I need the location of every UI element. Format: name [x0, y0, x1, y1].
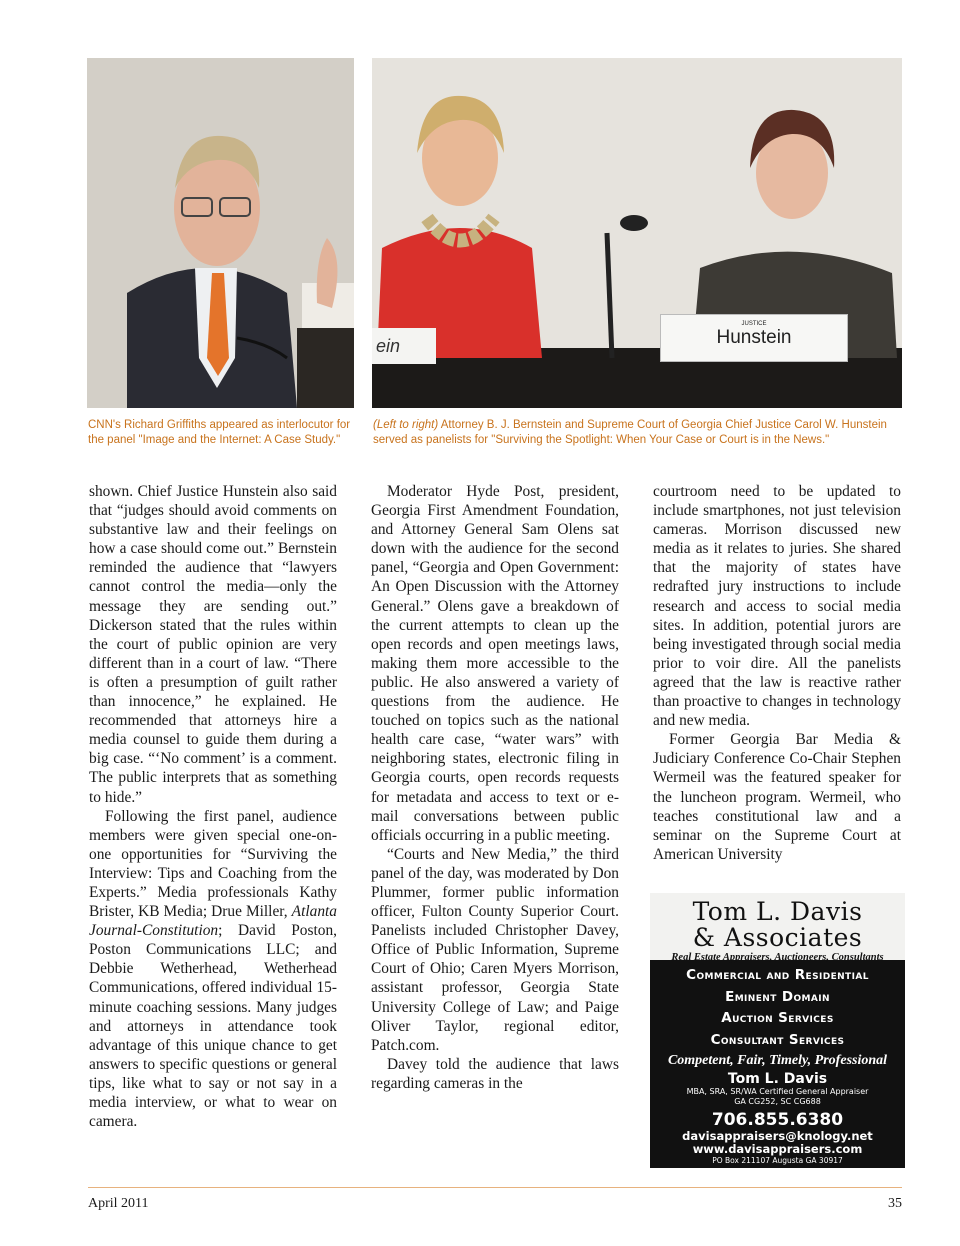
ad-address: PO Box 211107 Augusta GA 30917 [712, 1156, 843, 1165]
ad-tagline: Real Estate Appraisers, Auctioneers, Consultants [671, 952, 884, 963]
caption-right-lead: (Left to right) [373, 419, 439, 431]
ad-phone: 706.855.6380 [711, 1110, 844, 1130]
nameplate-title: JUSTICE [741, 321, 767, 327]
paragraph: shown. Chief Justice Hunstein also said that “judges should avoid comments on substantive law and their feelings on how a case should come out.” Bernstein reminded the audience that “lawyers cannot control the media—only the message they are sending out.” Dickerson stated that the rules within the court of public opinion are very different than in a court of law. “There is often a presumption of guilt rather than innocence,” he explained. He recommended that attorneys hire a media counsel to guide them during a big case. “‘No comment’ is a comment. The public interprets that as something to hide.” [89, 483, 337, 806]
paragraph: “Courts and New Media,” the third panel of the day, was moderated by Don Plummer, former public information officer, Fulton County Superior Court. Panelists included Christopher Davey, Office of Public Information, Supreme Court of Ohio; Caren Myers Morrison, assistant professor, Georgia State University College of Law; and Paige Oliver Taylor, regional editor, Patch.com. [371, 845, 619, 1054]
ad-license: GA CG252, SC CG688 [734, 1097, 821, 1106]
ad-service-item: Consultant Services [710, 1031, 845, 1048]
ad-service-item: Eminent Domain [725, 988, 830, 1005]
paragraph: Davey told the audience that laws regarding cameras in the [371, 1055, 619, 1092]
ad-services-list [650, 960, 905, 1051]
nameplate-hunstein [660, 314, 848, 362]
paragraph: Former Georgia Bar Media & Judiciary Conference Co-Chair Stephen Wermeil was the featured speaker for the luncheon program. Wermeil, who teaches constitutional law and a seminar on the Supreme Court at American University [653, 731, 901, 863]
photo-illustration [87, 58, 354, 408]
article-column-2 [371, 482, 619, 1093]
text-run: ; David Poston, Poston Communications LLC; and Debbie Wetherhead, Wetherhead Communications, offered individual 15-minute coaching sessions. Many judges and attorneys in attendance took advantage of this unique chance to get answers to specific questions or general tips, like what to say or not say in a media interview, or what to wear on camera. [89, 922, 337, 1131]
ad-service-item: Commercial and Residential [686, 967, 869, 983]
photo-richard-griffiths [87, 58, 354, 408]
nameplate-left: ein [372, 328, 436, 364]
caption-right-text: Attorney B. J. Bernstein and Supreme Court of Georgia Chief Justice Carol W. Hunstein served as panelists for "Surviving the Spotlight: When Your Case or Court is in the News." [373, 419, 887, 446]
ad-service-item: Auction Services [721, 1010, 834, 1026]
footer-rule [88, 1187, 902, 1188]
ad-email: davisappraisers@knology.net [682, 1129, 873, 1143]
ad-name-line-1: Tom L. Davis [692, 897, 863, 926]
article-column-1 [89, 482, 337, 1131]
nameplate-name: Hunstein [716, 327, 792, 348]
paragraph: Moderator Hyde Post, president, Georgia First Amendment Foundation, and Attorney General Sam Olens sat down with the audience for the second panel, “Georgia and Open Government: An Open Discussion with the Attorney General.” Olens gave a breakdown of the current attempts to clean up the open records and open meetings laws, making them more accessible to the public. He also answered a variety of questions from the audience. He touched on topics such as the national health care case, “water wars” with neighboring states, electronic filing in Georgia courts, open records requests for metadata and access to text or e-mail conversations between public officials occurring in a public meeting. [371, 483, 619, 844]
ad-slogan: Competent, Fair, Timely, Professional [667, 1053, 888, 1068]
ad-company-name [650, 893, 905, 951]
caption-left: CNN's Richard Griffiths appeared as interlocutor for the panel "Image and the Internet: A Case Study." [88, 419, 351, 446]
ad-website: www.davisappraisers.com [692, 1142, 863, 1156]
text-run: Following the first panel, audience members were given special one-on-one opportunities for “Surviving the Interview: Tips and Coaching from the Experts.” Media professionals Kathy Brister, KB Media; Drue Miller, [89, 807, 337, 921]
ad-header [650, 893, 905, 963]
ad-contact-name: Tom L. Davis [727, 1071, 828, 1087]
footer-date: April 2011 [88, 1196, 149, 1211]
ad-name-line-2: & Associates [692, 923, 863, 952]
advertisement-tom-davis [650, 893, 905, 1168]
paragraph [89, 807, 337, 1132]
page-number: 35 [888, 1196, 902, 1211]
article-column-3 [653, 482, 901, 864]
paragraph: courtroom need to be updated to include smartphones, not just television cameras. Morrison discussed new media as it relates to juries. She shared that the majority of states have redrafted jury instructions to include research and access to social media sites. In addition, potential jurors are being investigated through social media prior to voir dire. All the panelists agreed that the law is reactive rather than proactive to changes in technology and new media. [653, 483, 901, 730]
caption-right [373, 418, 901, 448]
ad-credentials: MBA, SRA, SR/WA Certified General Appraiser [686, 1087, 869, 1096]
publication-name: Atlanta Journal-Constitution [89, 903, 337, 940]
photo-panelists [372, 58, 902, 408]
